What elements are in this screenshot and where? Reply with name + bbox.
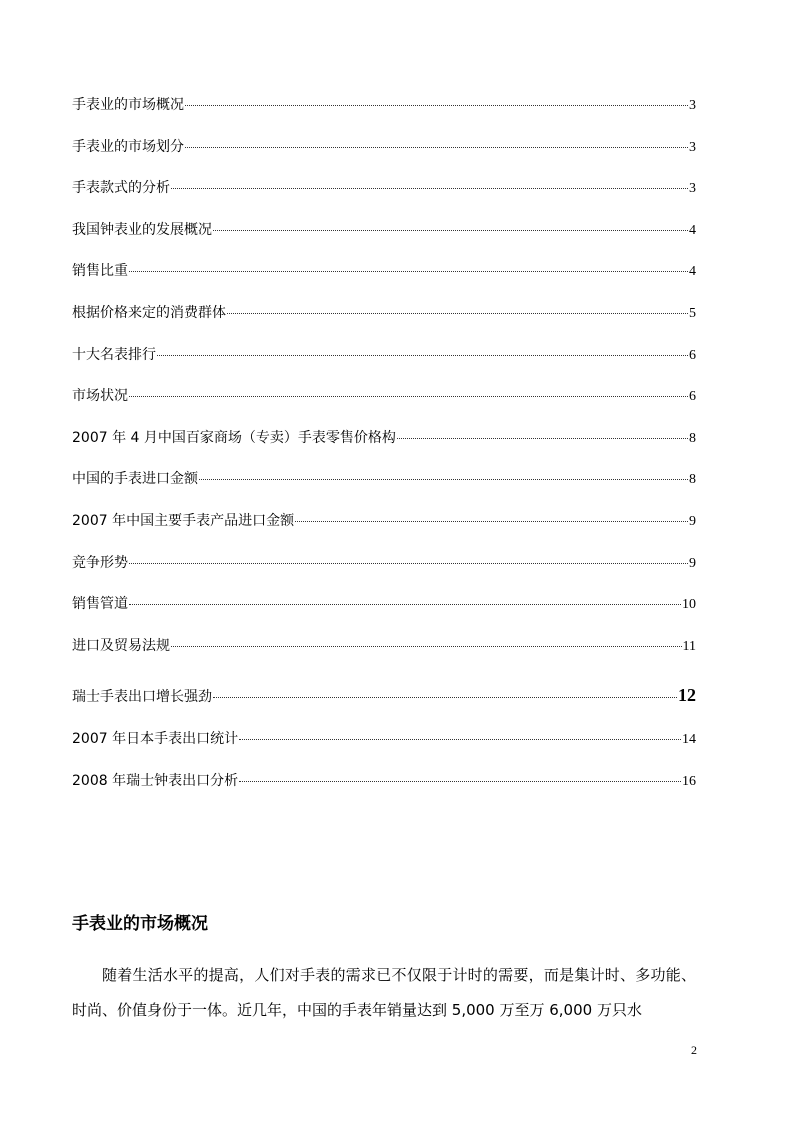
- toc-entry-title: 销售管道: [72, 596, 128, 613]
- toc-entry-title: 手表业的市场概况: [72, 97, 184, 113]
- toc-entry-page: 9: [689, 555, 696, 571]
- toc-dot-leader: [213, 696, 677, 698]
- toc-entry-title: 瑞士手表出口增长强劲: [72, 689, 212, 706]
- toc-dot-leader: [129, 270, 688, 272]
- toc-entry-page: 3: [689, 98, 696, 113]
- toc-dot-leader: [227, 312, 688, 314]
- toc-dot-leader: [239, 738, 681, 740]
- toc-entry-page: 8: [689, 430, 696, 446]
- toc-entry-title: 市场状况: [72, 388, 128, 405]
- toc-entry[interactable]: [72, 428, 696, 470]
- toc-entry[interactable]: [72, 511, 696, 553]
- toc-entry[interactable]: [72, 345, 696, 387]
- section-heading: 手表业的市场概况: [72, 914, 208, 934]
- toc-entry-page: 4: [689, 264, 696, 280]
- toc-entry-page: 12: [678, 685, 696, 706]
- toc-entry-page: 8: [689, 472, 696, 488]
- toc-dot-leader: [295, 520, 688, 522]
- toc-entry-title: 2007 年日本手表出口统计: [72, 731, 239, 748]
- toc-entry[interactable]: [72, 594, 696, 636]
- toc-entry-title: 根据价格来定的消费群体: [72, 304, 226, 321]
- toc-entry[interactable]: [72, 386, 696, 428]
- toc-entry[interactable]: [72, 178, 696, 220]
- toc-entry-page: 4: [689, 222, 696, 238]
- toc-entry-title: 进口及贸易法规: [72, 637, 170, 654]
- toc-entry-page: 16: [682, 773, 696, 789]
- toc-entry-title: 2007 年中国主要手表产品进口金额: [72, 512, 295, 529]
- toc-entry-page: 10: [682, 597, 696, 613]
- toc-dot-leader: [129, 603, 681, 605]
- toc-entry[interactable]: [72, 95, 696, 137]
- toc-entry[interactable]: [72, 677, 696, 729]
- toc-entry-page: 6: [689, 389, 696, 405]
- toc-entry-page: 14: [682, 732, 696, 748]
- toc-dot-leader: [129, 395, 688, 397]
- toc-dot-leader: [171, 187, 688, 189]
- toc-entry-title: 销售比重: [72, 263, 128, 280]
- toc-entry[interactable]: [72, 137, 696, 179]
- toc-entry-page: 6: [689, 347, 696, 363]
- toc-dot-leader: [239, 780, 681, 782]
- toc-dot-leader: [199, 478, 688, 480]
- page-number: 2: [691, 1043, 697, 1057]
- toc-entry-title: 手表业的市场划分: [72, 138, 184, 155]
- toc-entry[interactable]: [72, 771, 696, 813]
- toc-entry-title: 十大名表排行: [72, 346, 156, 363]
- toc-entry[interactable]: [72, 220, 696, 262]
- toc-entry-title: 中国的手表进口金额: [72, 471, 198, 488]
- toc-entry-page: 3: [689, 139, 696, 155]
- toc-entry[interactable]: [72, 469, 696, 511]
- toc-dot-leader: [157, 354, 688, 356]
- toc-entry[interactable]: [72, 729, 696, 771]
- toc-entry[interactable]: [72, 553, 696, 595]
- toc-dot-leader: [171, 645, 682, 647]
- toc-entry-page: 3: [689, 181, 696, 197]
- toc-dot-leader: [129, 562, 688, 564]
- toc-entry-page: 9: [689, 513, 696, 529]
- toc-entry[interactable]: [72, 303, 696, 345]
- toc-entry-title: 我国钟表业的发展概况: [72, 221, 212, 238]
- toc-entry[interactable]: [72, 636, 696, 678]
- body-paragraph: 随着生活水平的提高，人们对手表的需求已不仅限于计时的需要，而是集计时、多功能、时尚、价值身份于一体。近几年，中国的手表年销量达到 5,000 万至万 6,000 万只水: [72, 966, 696, 1019]
- toc-entry-title: 竞争形势: [72, 554, 128, 571]
- table-of-contents: [72, 95, 696, 813]
- toc-dot-leader: [213, 229, 688, 231]
- toc-entry-title: 手表款式的分析: [72, 180, 170, 197]
- toc-entry-title: 2008 年瑞士钟表出口分析: [72, 772, 239, 789]
- toc-entry-page: 5: [689, 305, 696, 321]
- toc-entry[interactable]: [72, 261, 696, 303]
- toc-dot-leader: [397, 437, 688, 439]
- toc-entry-page: 11: [682, 638, 696, 654]
- toc-entry-title: 2007 年 4 月中国百家商场（专卖）手表零售价格构: [72, 429, 396, 446]
- toc-dot-leader: [185, 104, 688, 106]
- toc-dot-leader: [185, 146, 688, 148]
